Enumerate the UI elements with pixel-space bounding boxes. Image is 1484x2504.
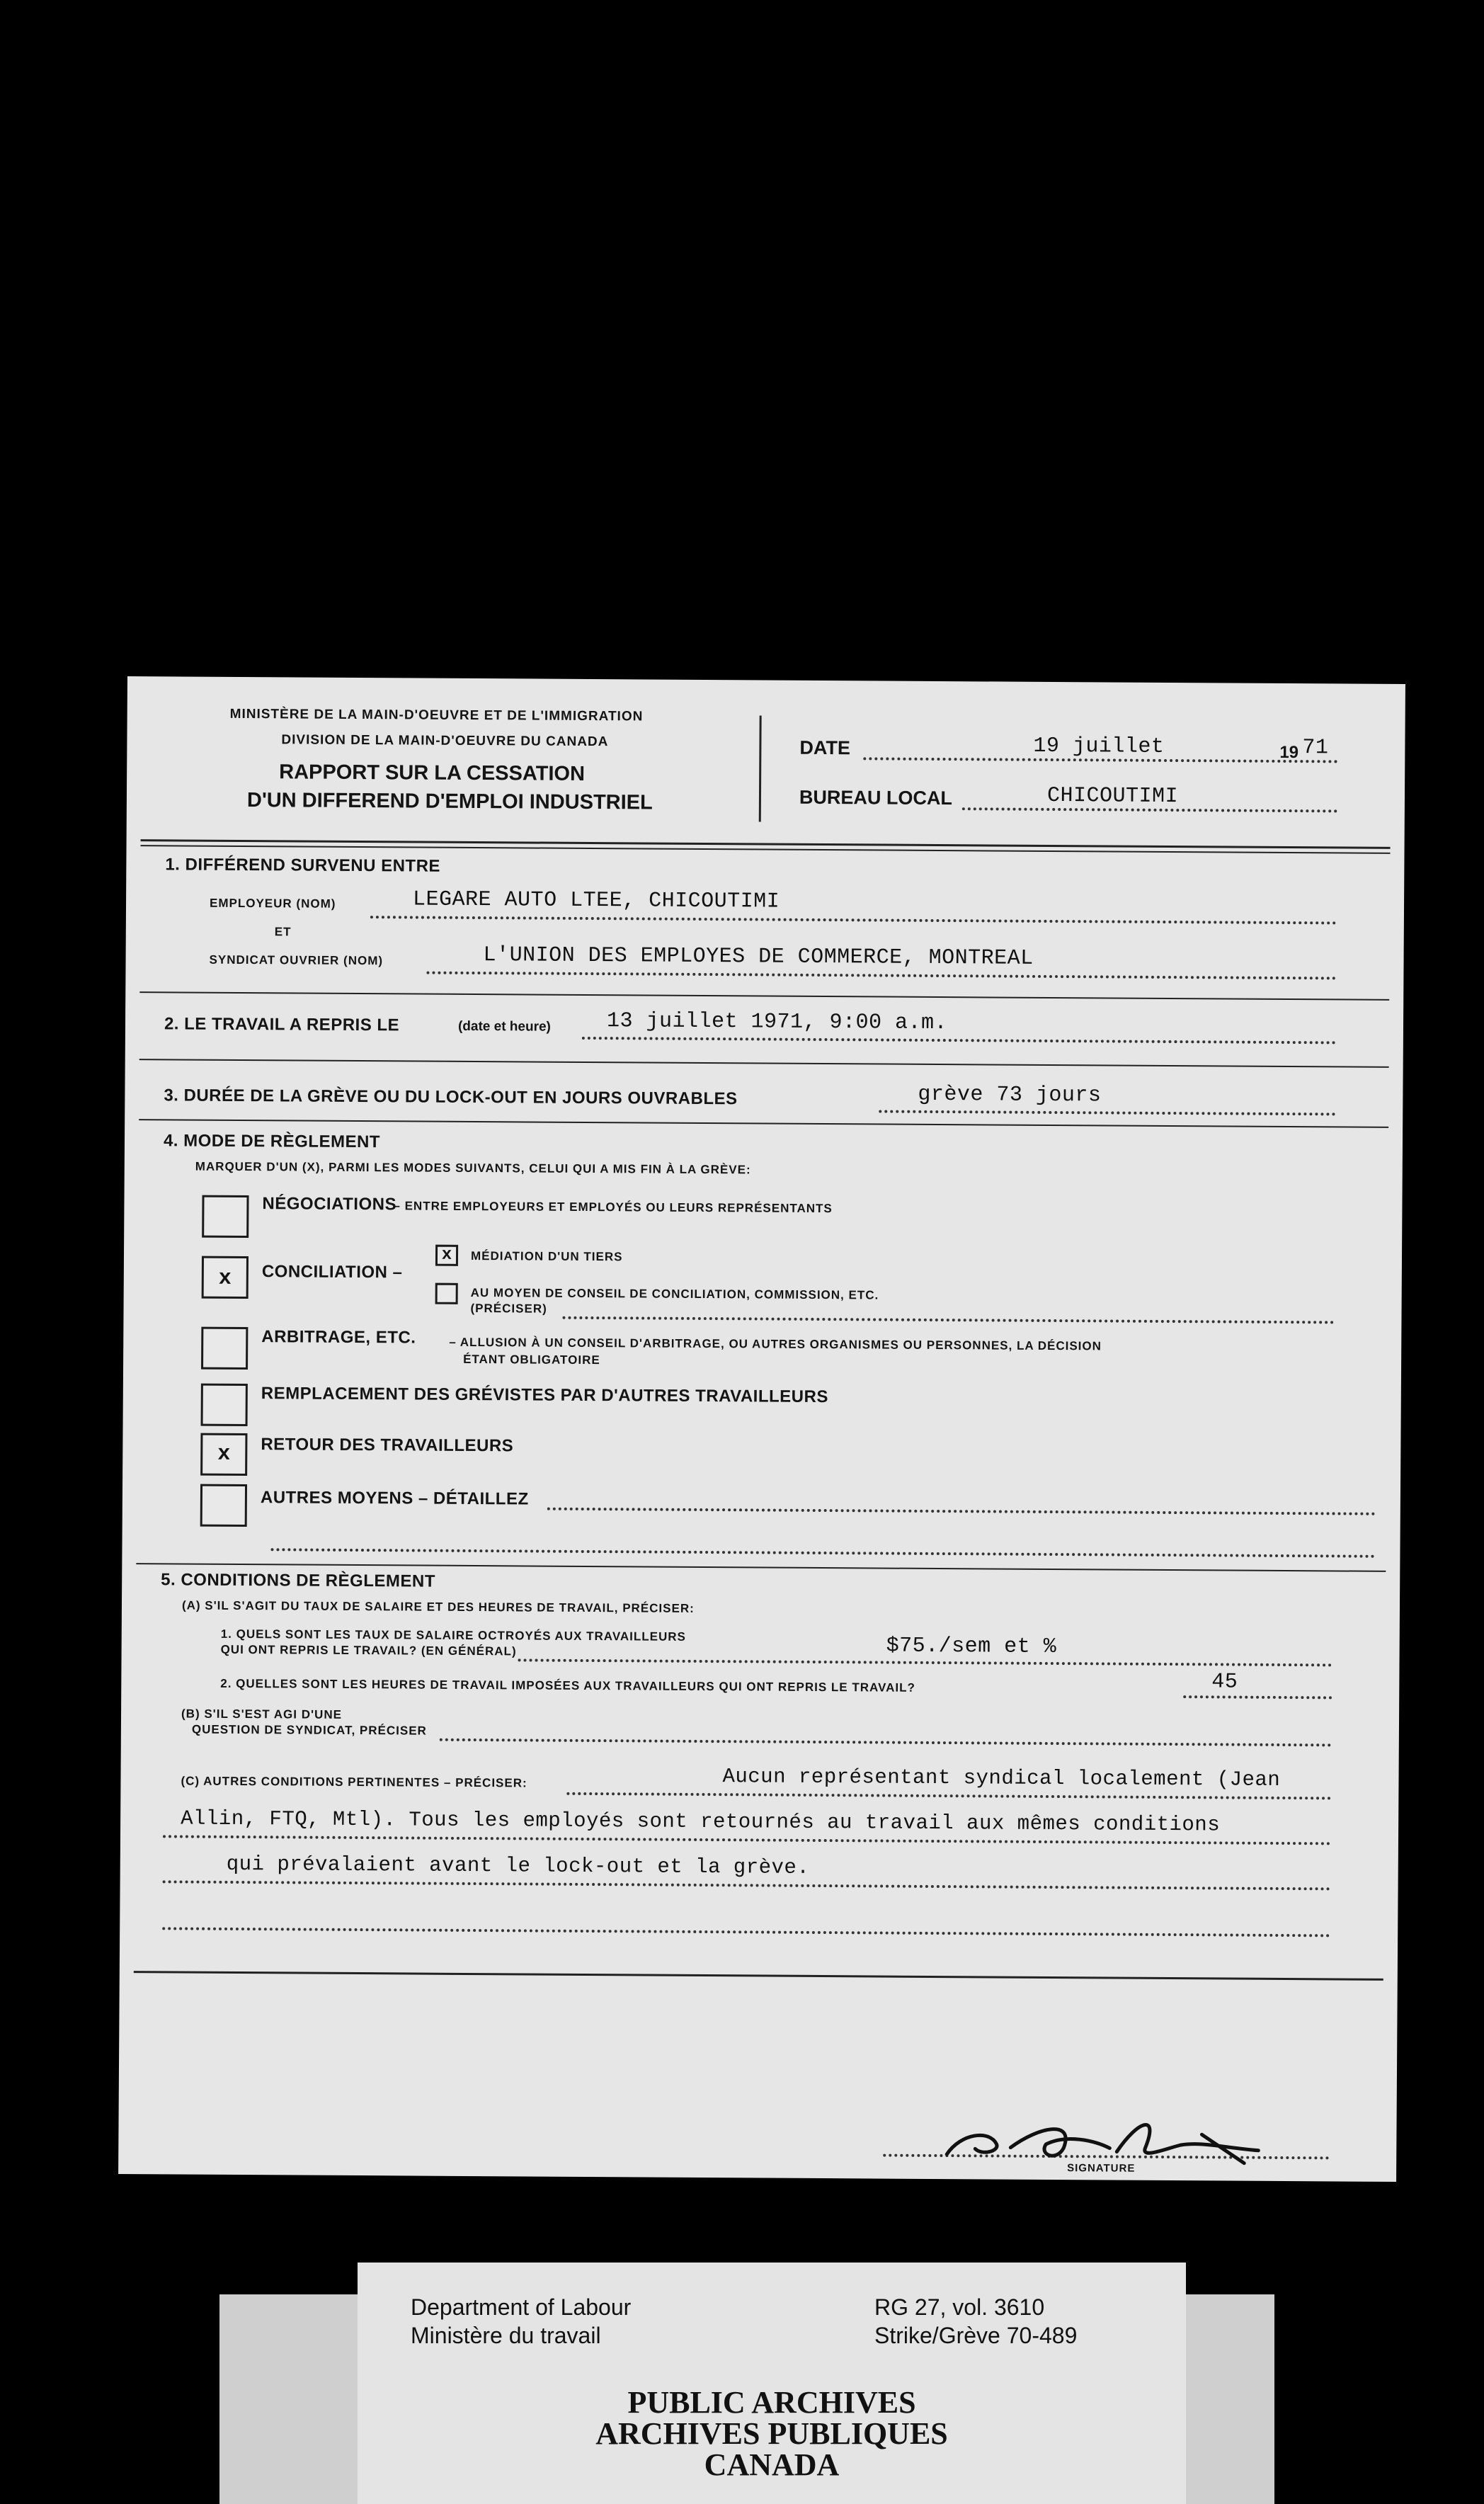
- date-label: DATE: [799, 736, 850, 759]
- q1-field-line: [518, 1658, 1332, 1666]
- date-value: 19 juillet: [1033, 734, 1165, 759]
- retour-label: RETOUR DES TRAVAILLEURS: [261, 1435, 514, 1456]
- signature-label: SIGNATURE: [1067, 2162, 1136, 2175]
- handwritten-signature: [932, 2105, 1273, 2170]
- negociations-desc: – ENTRE EMPLOYEURS ET EMPLOYÉS OU LEURS REPRÉSENTANTS: [393, 1199, 833, 1216]
- year-value: 71: [1302, 736, 1329, 761]
- division-name: DIVISION DE LA MAIN-D'OEUVRE DU CANADA: [281, 732, 609, 750]
- arbitrage-desc2: ÉTANT OBLIGATOIRE: [463, 1352, 600, 1367]
- year-prefix: 19: [1279, 742, 1299, 763]
- mediation-checkbox[interactable]: [435, 1245, 458, 1266]
- section5-title: 5. CONDITIONS DE RÈGLEMENT: [161, 1570, 435, 1591]
- autres-field-line-2: [270, 1548, 1375, 1558]
- section2-note: (date et heure): [457, 1018, 551, 1035]
- section1-title: 1. DIFFÉREND SURVENU ENTRE: [165, 855, 441, 876]
- remplacement-label: REMPLACEMENT DES GRÉVISTES PAR D'AUTRES TRAVAILLEURS: [261, 1384, 828, 1407]
- q1-line1: 1. QUELS SONT LES TAUX DE SALAIRE OCTROYÉS AUX TRAVAILLEURS: [220, 1627, 686, 1644]
- archive-ref-strike: Strike/Grève 70-489: [874, 2323, 1078, 2348]
- section2-field-line: [582, 1037, 1336, 1045]
- c-text-line1: Aucun représentant syndical localement (Jean: [722, 1765, 1281, 1792]
- retour-checkbox[interactable]: [200, 1433, 247, 1476]
- section5-b-line1: (B) S'IL S'EST AGI D'UNE: [181, 1707, 343, 1722]
- section5-b-field-line: [440, 1738, 1332, 1747]
- bureau-value: CHICOUTIMI: [1046, 783, 1179, 809]
- arbitrage-label: ARBITRAGE, ETC.: [261, 1327, 416, 1348]
- archives-country: CANADA: [704, 2447, 840, 2482]
- mediation-mark: x: [441, 1245, 452, 1265]
- section5-a-label: (A) S'IL S'AGIT DU TAUX DE SALAIRE ET DES HEURES DE TRAVAIL, PRÉCISER:: [181, 1598, 695, 1615]
- conciliation-label: CONCILIATION –: [261, 1262, 403, 1282]
- section3-rule: [139, 1119, 1388, 1128]
- ministry-name: MINISTÈRE DE LA MAIN-D'OEUVRE ET DE L'IMMIGRATION: [229, 706, 644, 724]
- retour-mark: x: [217, 1442, 231, 1467]
- section4-title: 4. MODE DE RÈGLEMENT: [163, 1131, 381, 1152]
- archive-ref-vol: RG 27, vol. 3610: [874, 2294, 1045, 2320]
- union-label: SYNDICAT OUVRIER (NOM): [209, 952, 384, 968]
- section5-c-label: (C) AUTRES CONDITIONS PERTINENTES – PRÉCISER:: [181, 1774, 527, 1790]
- label-stub-left: [219, 2294, 368, 2504]
- autres-field-line: [547, 1508, 1376, 1515]
- employer-field-line: [370, 916, 1337, 924]
- work-resumed-value: 13 juillet 1971, 9:00 a.m.: [606, 1009, 948, 1036]
- q2-field-line: [1183, 1695, 1332, 1699]
- wage-rate-value: $75./sem et %: [886, 1634, 1057, 1660]
- section3-title: 3. DURÉE DE LA GRÈVE OU DU LOCK-OUT EN JOURS OUVRABLES: [164, 1086, 738, 1109]
- c-text-line3: qui prévalaient avant le lock-out et la grève.: [226, 1852, 810, 1879]
- archive-label-card: [358, 2263, 1186, 2504]
- employer-value: LEGARE AUTO LTEE, CHICOUTIMI: [412, 887, 780, 914]
- arbitrage-checkbox[interactable]: [201, 1327, 248, 1370]
- dept-fr: Ministère du travail: [411, 2323, 601, 2348]
- c-field-line3: [163, 1880, 1331, 1890]
- section4-instruction: MARQUER D'UN (X), PARMI LES MODES SUIVANTS, CELUI QUI A MIS FIN À LA GRÈVE:: [195, 1159, 751, 1177]
- label-stub-right: [1179, 2294, 1274, 2504]
- c-field-line2: [163, 1835, 1331, 1845]
- q1-line2: QUI ONT REPRIS LE TRAVAIL? (EN GÉNÉRAL): [220, 1642, 517, 1658]
- bureau-label: BUREAU LOCAL: [799, 786, 953, 809]
- c-field-line4: [162, 1927, 1330, 1937]
- public-archives-fr: ARCHIVES PUBLIQUES: [595, 2416, 948, 2451]
- c-text-line2: Allin, FTQ, Mtl). Tous les employés sont retournés au travail aux mêmes conditions: [181, 1806, 1221, 1837]
- header-rule: [141, 839, 1391, 849]
- section2-rule: [139, 1059, 1389, 1068]
- section5-b-line2: QUESTION DE SYNDICAT, PRÉCISER: [191, 1722, 427, 1738]
- strike-report-form: [118, 676, 1405, 2182]
- and-label: ET: [274, 925, 292, 939]
- section3-field-line: [879, 1110, 1335, 1115]
- preciser-label: (PRÉCISER): [470, 1301, 547, 1316]
- header-divider: [759, 715, 762, 821]
- section2-title: 2. LE TRAVAIL A REPRIS LE: [164, 1014, 400, 1035]
- q2-label: 2. QUELLES SONT LES HEURES DE TRAVAIL IMPOSÉES AUX TRAVAILLEURS QUI ONT REPRIS LE TRAVAIL?: [220, 1676, 915, 1695]
- conciliation-checkbox[interactable]: [202, 1256, 249, 1299]
- remplacement-checkbox[interactable]: [201, 1384, 248, 1426]
- employer-label: EMPLOYEUR (NOM): [209, 896, 336, 911]
- conciliation-mark: x: [218, 1266, 232, 1291]
- form-title-line2: D'UN DIFFEREND D'EMPLOI INDUSTRIEL: [246, 789, 653, 814]
- conseil-checkbox[interactable]: [435, 1283, 458, 1304]
- arbitrage-desc1: – ALLUSION À UN CONSEIL D'ARBITRAGE, OU AUTRES ORGANISMES OU PERSONNES, LA DÉCISION: [449, 1335, 1102, 1353]
- work-hours-value: 45: [1211, 1670, 1238, 1695]
- dept-en: Department of Labour: [411, 2294, 632, 2320]
- c-field-line1: [566, 1792, 1331, 1800]
- negociations-label: NÉGOCIATIONS: [262, 1194, 397, 1214]
- autres-checkbox[interactable]: [200, 1484, 247, 1527]
- union-value: L'UNION DES EMPLOYES DE COMMERCE, MONTREAL: [483, 943, 1034, 971]
- union-field-line: [426, 972, 1336, 980]
- public-archives-en: PUBLIC ARCHIVES: [627, 2385, 916, 2420]
- section5-rule: [134, 1971, 1383, 1981]
- negociations-checkbox[interactable]: [202, 1195, 249, 1238]
- conseil-field-line: [562, 1316, 1334, 1324]
- form-title-line1: RAPPORT SUR LA CESSATION: [279, 761, 586, 785]
- section1-rule: [139, 991, 1389, 1001]
- mediation-label: MÉDIATION D'UN TIERS: [470, 1248, 623, 1264]
- strike-duration-value: grève 73 jours: [918, 1082, 1102, 1108]
- conseil-label: AU MOYEN DE CONSEIL DE CONCILIATION, COMMISSION, ETC.: [470, 1285, 879, 1302]
- autres-label: AUTRES MOYENS – DÉTAILLEZ: [260, 1488, 529, 1509]
